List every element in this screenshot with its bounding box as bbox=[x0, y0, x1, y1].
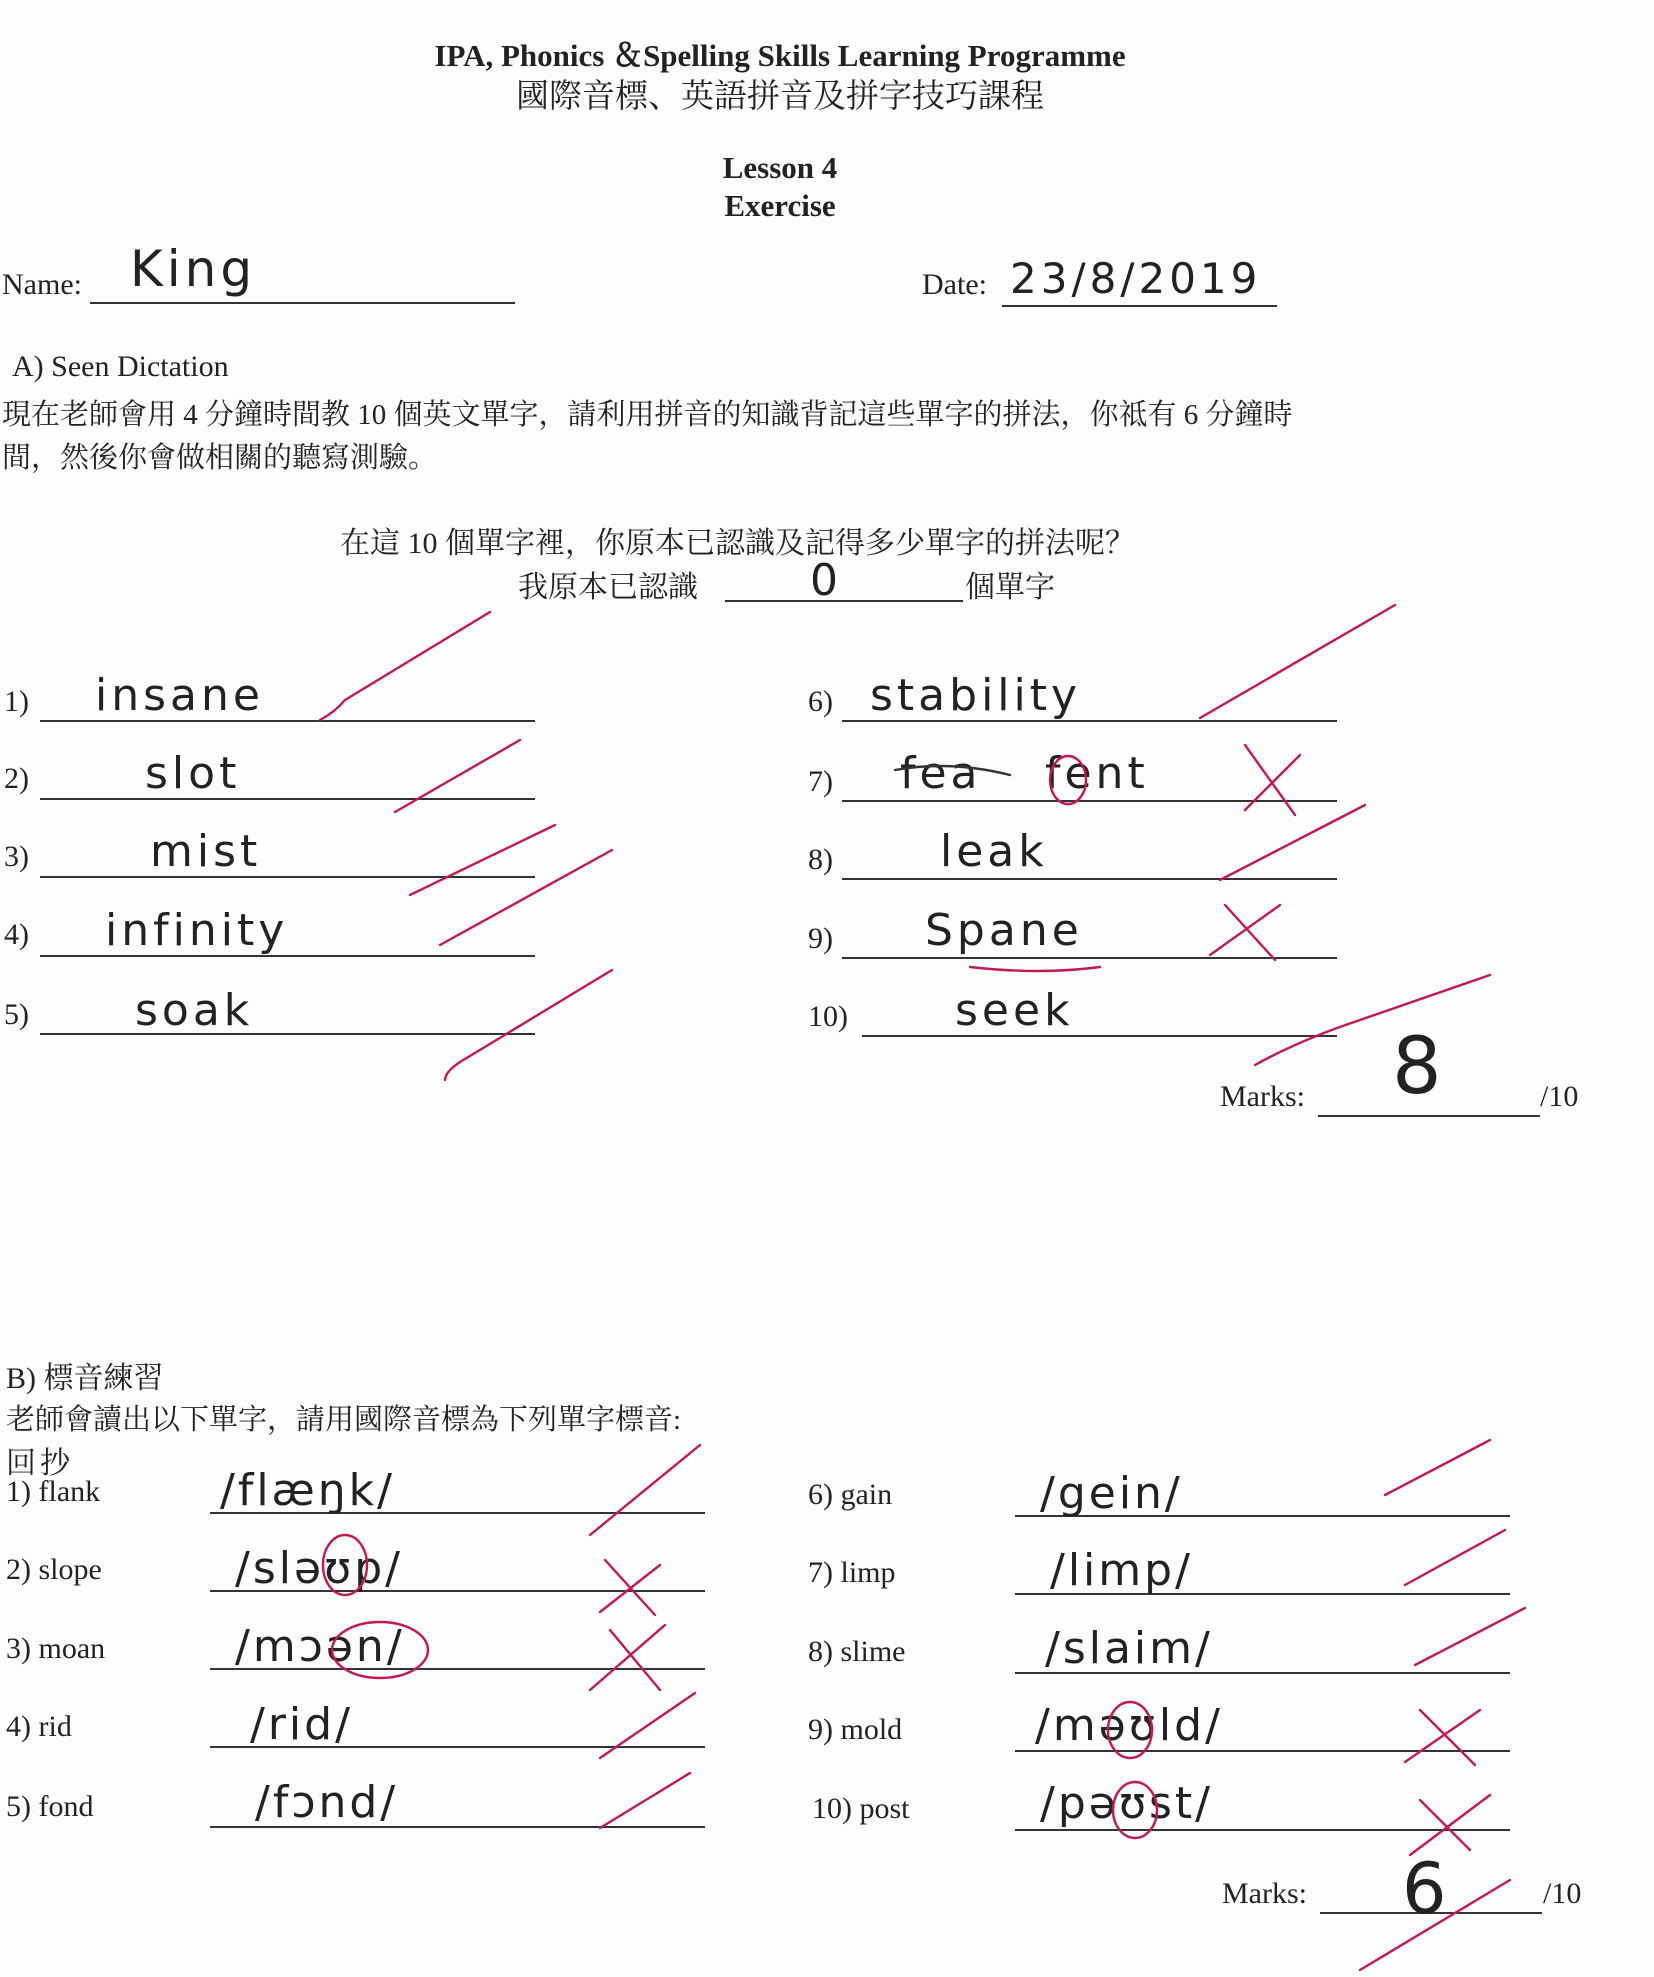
section-a-instructions-line-1: 現在老師會用 4 分鐘時間教 10 個英文單字，請利用拼音的知識背記這些單字的拼法，你祗有 6 分鐘時 bbox=[2, 399, 1293, 431]
dictation-answer-7: fent bbox=[1045, 748, 1149, 799]
ipa-answer-10: /pəʊst/ bbox=[1040, 1778, 1214, 1829]
tick-mark bbox=[320, 612, 490, 720]
dictation-answer-2: slot bbox=[145, 748, 241, 799]
item-number: 8) bbox=[808, 843, 833, 876]
tick-mark bbox=[1220, 805, 1365, 880]
correction-circle bbox=[1108, 1702, 1152, 1758]
ipa-answer-9: /məʊld/ bbox=[1035, 1700, 1223, 1751]
cross-mark bbox=[600, 1560, 660, 1615]
tick-mark bbox=[410, 825, 555, 895]
known-words-value: 0 bbox=[810, 555, 842, 606]
item-number: 4) bbox=[4, 918, 29, 951]
item-number: 3) bbox=[4, 840, 29, 873]
tick-mark bbox=[440, 850, 612, 945]
dictation-answer-8: leak bbox=[940, 826, 1048, 877]
dictation-answer-1: insane bbox=[95, 670, 264, 721]
dictation-answer-4: infinity bbox=[105, 905, 289, 956]
marks-total-b: /10 bbox=[1543, 1877, 1582, 1910]
dictation-answer-3: mist bbox=[150, 826, 262, 877]
marks-score-a: 8 bbox=[1392, 1022, 1442, 1112]
correction-circle bbox=[1050, 756, 1086, 804]
item-number: 2) bbox=[4, 762, 29, 795]
date-label: Date: bbox=[922, 268, 987, 301]
name-label: Name: bbox=[2, 268, 82, 301]
ipa-answer-6: /gein/ bbox=[1040, 1468, 1183, 1519]
tick-mark bbox=[1255, 975, 1490, 1065]
ipa-answer-8: /slaim/ bbox=[1045, 1623, 1213, 1674]
name-value: King bbox=[130, 240, 257, 298]
ipa-word-label: 9) mold bbox=[808, 1713, 903, 1746]
marks-total-a: /10 bbox=[1540, 1080, 1579, 1113]
known-words-prefix: 我原本已認識 bbox=[518, 571, 698, 604]
dictation-answer-5: soak bbox=[135, 985, 254, 1036]
item-number: 7) bbox=[808, 765, 833, 798]
cross-mark bbox=[1210, 905, 1280, 960]
dictation-answer-10: seek bbox=[955, 985, 1074, 1036]
student-note: 回抄 bbox=[6, 1446, 74, 1481]
tick-mark bbox=[1405, 1530, 1505, 1585]
section-b-instructions: 老師會讀出以下單字，請用國際音標為下列單字標音: bbox=[6, 1404, 682, 1436]
correction-circle bbox=[1113, 1782, 1157, 1838]
tick-mark bbox=[1360, 1880, 1510, 1970]
dictation-answer-6: stability bbox=[870, 670, 1082, 721]
tick-mark bbox=[1415, 1608, 1525, 1665]
ipa-answer-7: /limp/ bbox=[1050, 1545, 1193, 1596]
programme-title: IPA, Phonics ＆Spelling Skills Learning Programme bbox=[434, 38, 1126, 73]
marks-label-b: Marks: bbox=[1222, 1877, 1307, 1910]
dictation-crossed-out: fea bbox=[900, 748, 982, 799]
ipa-answer-3: /mɔən/ bbox=[235, 1621, 405, 1672]
cross-mark bbox=[1245, 745, 1300, 815]
marks-label-a: Marks: bbox=[1220, 1080, 1305, 1113]
ipa-answer-1: /flæŋk/ bbox=[220, 1465, 395, 1516]
correction-circle bbox=[332, 1622, 428, 1678]
item-number: 9) bbox=[808, 922, 833, 955]
item-number: 1) bbox=[4, 685, 29, 718]
ipa-word-label: 4) rid bbox=[6, 1710, 72, 1743]
cross-mark bbox=[1410, 1795, 1490, 1855]
ipa-word-label: 1) flank bbox=[6, 1475, 101, 1508]
ipa-word-label: 10) post bbox=[812, 1792, 910, 1825]
ipa-word-label: 2) slope bbox=[6, 1553, 102, 1586]
ipa-word-label: 3) moan bbox=[6, 1632, 106, 1665]
tick-mark bbox=[395, 740, 520, 812]
dictation-answer-9: Spane bbox=[925, 905, 1083, 956]
ipa-word-label: 7) limp bbox=[808, 1556, 896, 1589]
known-words-suffix: 個單字 bbox=[965, 571, 1055, 604]
tick-mark bbox=[1385, 1440, 1490, 1495]
exercise-heading: Exercise bbox=[724, 188, 836, 223]
ipa-word-label: 8) slime bbox=[808, 1635, 906, 1668]
ipa-answer-4: /rid/ bbox=[250, 1699, 353, 1750]
known-words-question: 在這 10 個單字裡，你原本已認識及記得多少單字的拼法呢？ bbox=[340, 527, 1135, 560]
cross-mark bbox=[1405, 1710, 1480, 1765]
tick-mark bbox=[600, 1773, 690, 1828]
cross-mark bbox=[590, 1625, 665, 1690]
item-number: 6) bbox=[808, 685, 833, 718]
tick-mark bbox=[445, 970, 612, 1080]
item-number: 10) bbox=[808, 1000, 848, 1033]
ipa-answer-2: /sləʊp/ bbox=[235, 1543, 403, 1594]
tick-mark bbox=[590, 1445, 700, 1535]
programme-title-chinese: 國際音標、英語拼音及拼字技巧課程 bbox=[516, 79, 1044, 115]
section-a-heading: A) Seen Dictation bbox=[12, 350, 229, 383]
section-a-instructions-line-2: 間，然後你會做相關的聽寫測驗。 bbox=[2, 442, 438, 474]
lesson-number: Lesson 4 bbox=[722, 150, 838, 185]
tick-mark bbox=[1200, 605, 1395, 718]
item-number: 5) bbox=[4, 998, 29, 1031]
marks-score-b: 6 bbox=[1402, 1848, 1447, 1930]
ipa-word-label: 6) gain bbox=[808, 1478, 893, 1511]
strike-through bbox=[895, 766, 1010, 775]
ipa-answer-5: /fɔnd/ bbox=[255, 1777, 399, 1828]
tick-mark bbox=[600, 1693, 695, 1758]
ipa-word-label: 5) fond bbox=[6, 1790, 94, 1823]
section-b-heading: B) 標音練習 bbox=[6, 1362, 164, 1395]
correction-circle bbox=[323, 1535, 367, 1595]
underline-mark bbox=[970, 967, 1100, 971]
date-value: 23/8/2019 bbox=[1010, 254, 1262, 303]
